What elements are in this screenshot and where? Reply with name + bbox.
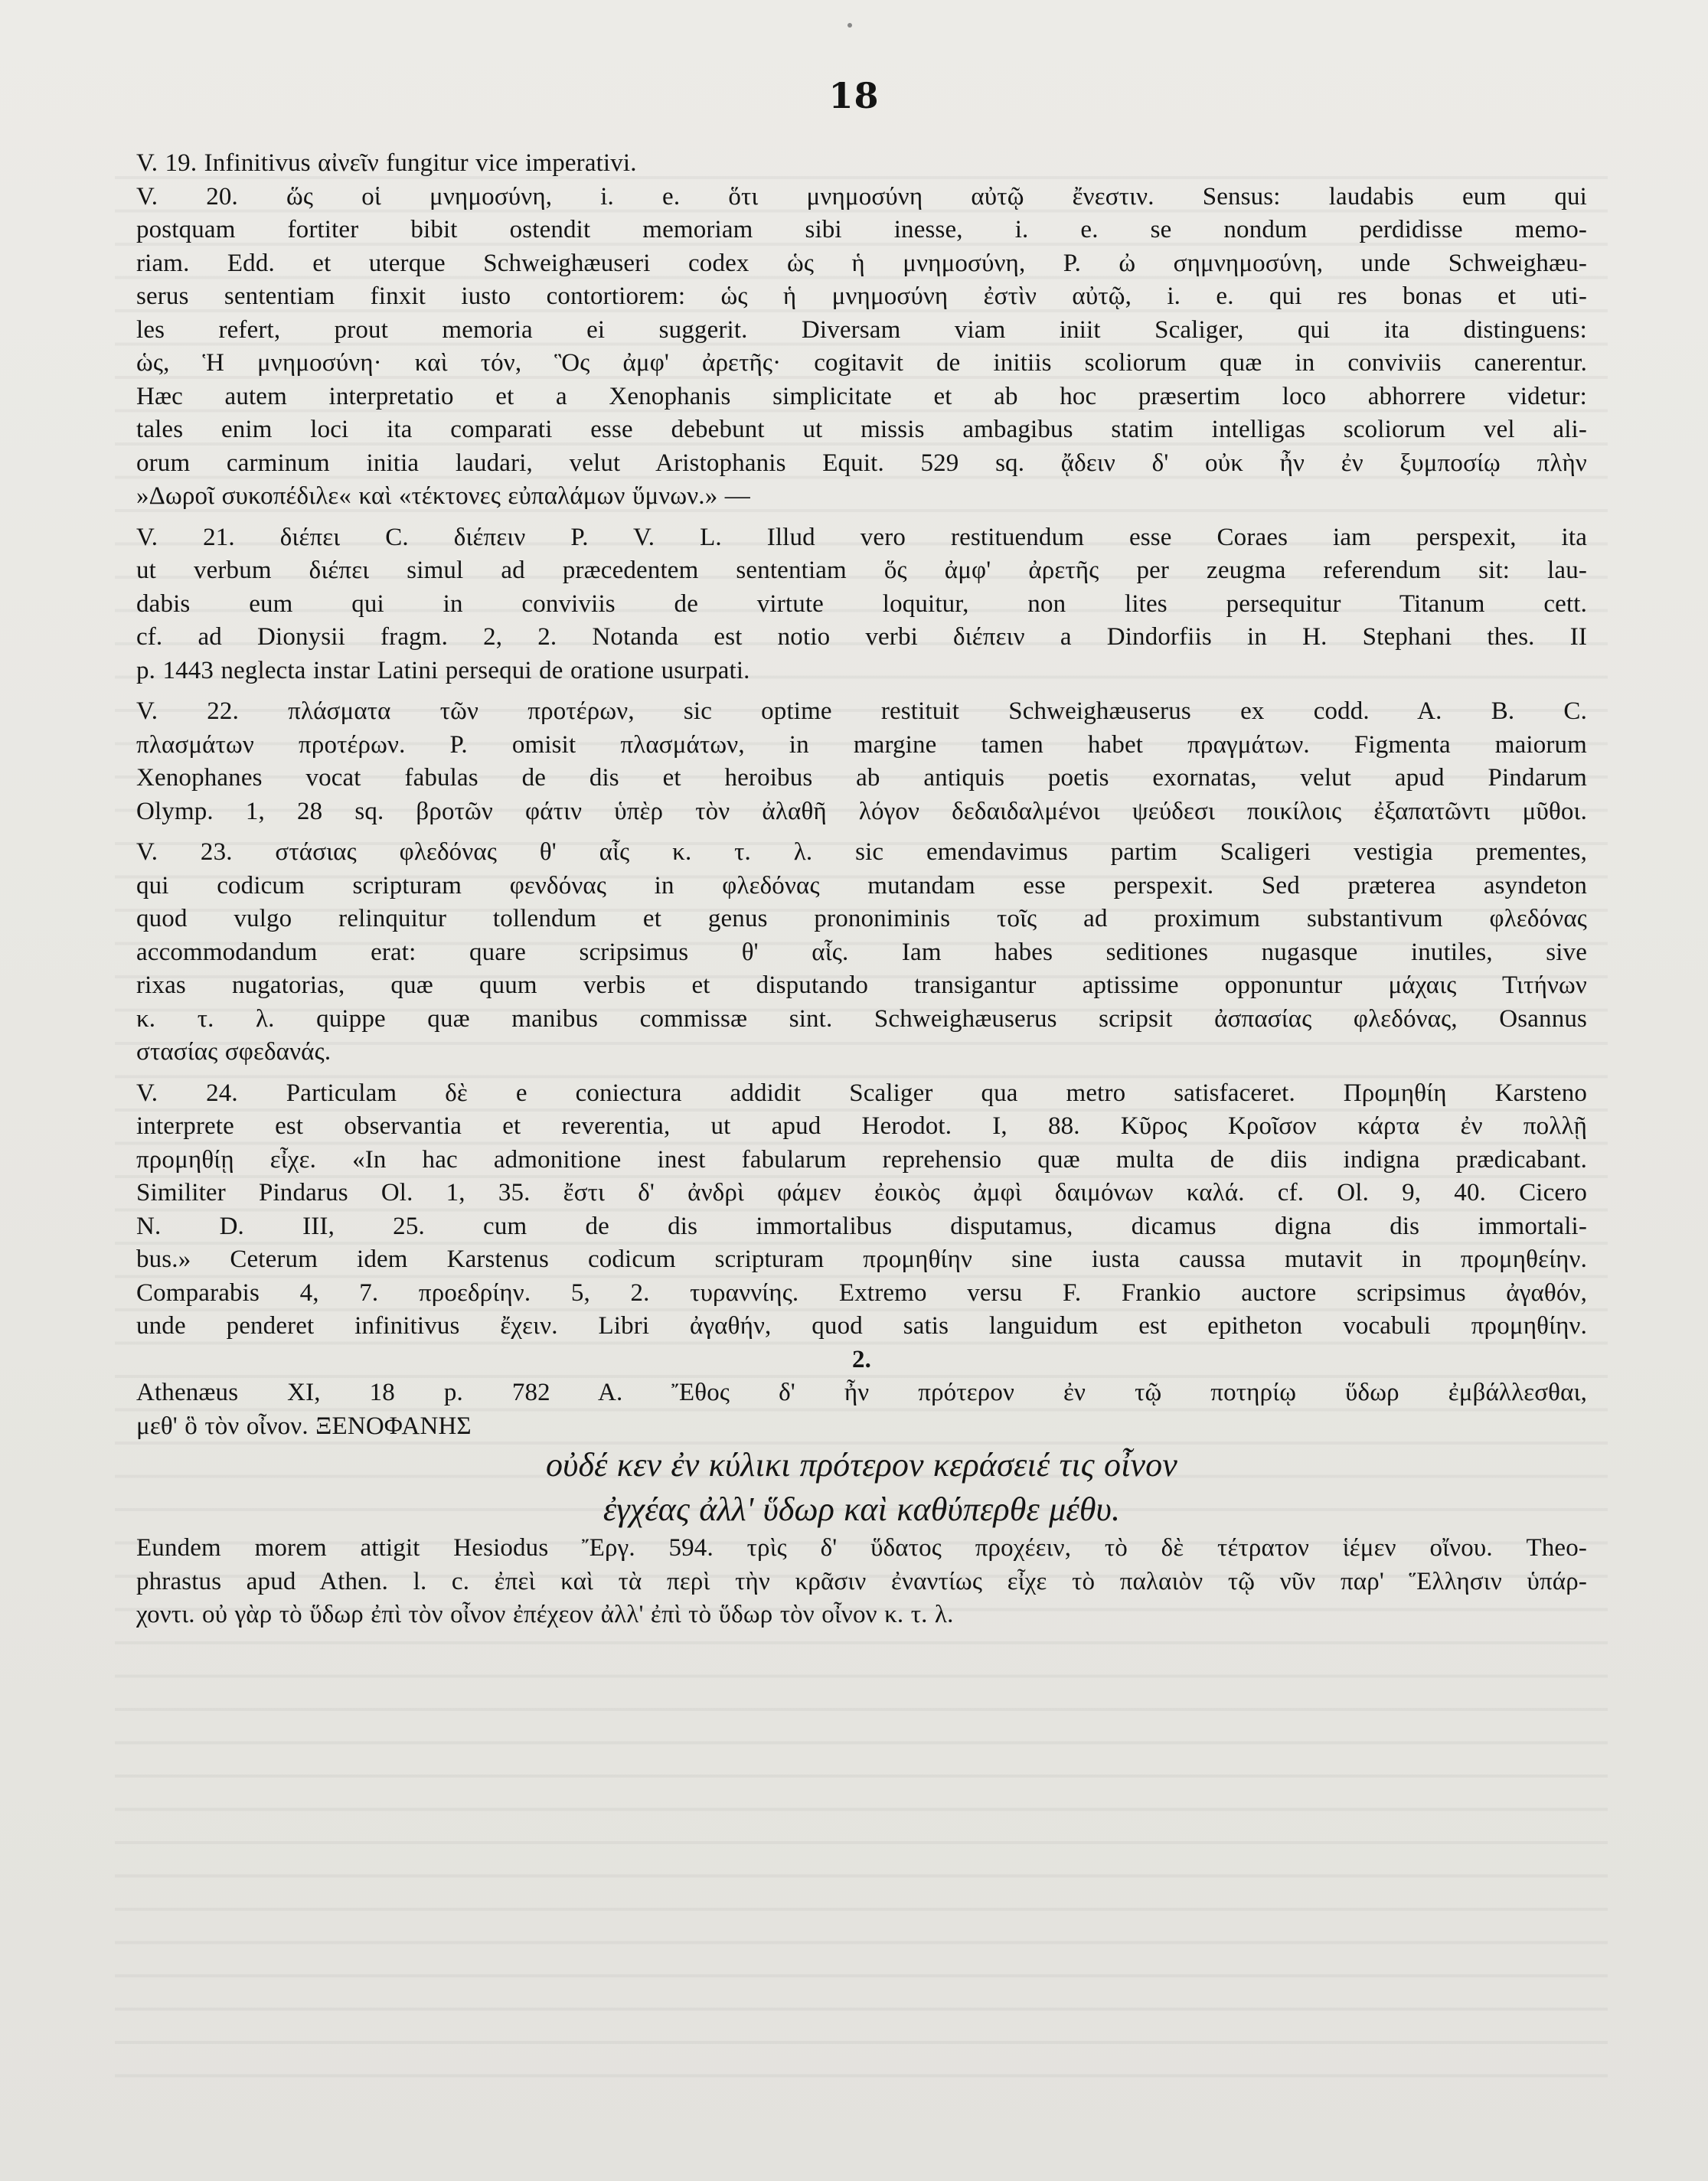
commentary-text xyxy=(136,147,1587,1632)
text-line: V. 20. ὥς οἱ μνημοσύνη, i. e. ὅτι μνημοσύνη αὐτῷ ἔνεστιν. Sensus: laudabis eum qui xyxy=(136,182,1587,211)
text-line: στασίας σφεδανάς. xyxy=(136,1038,331,1066)
text-line: Hæc autem interpretatio et a Xenophanis simplicitate et ab hoc præsertim loco abhorrere videtur: xyxy=(136,382,1587,410)
text-line: qui codicum scripturam φενδόνας in φλεδόνας mutandam esse perspexit. Sed præterea asyndeton xyxy=(136,871,1587,899)
text-line: les refert, prout memoria ei suggerit. Diversam viam iniit Scaliger, qui ita distinguens: xyxy=(136,315,1587,344)
text-line: rixas nugatorias, quæ quum verbis et disputando transigantur aptissime opponuntur μάχαις Τιτήνων xyxy=(136,971,1587,999)
text-line: Athenæus XI, 18 p. 782 A. Ἔθος δ' ἦν πρότερον ἐν τῷ ποτηρίῳ ὕδωρ ἐμβάλλεσθαι, xyxy=(136,1379,1587,1406)
text-line: bus.» Ceterum idem Karstenus codicum scripturam προμηθίην sine iusta caussa mutavit in προμηθείην. xyxy=(136,1246,1587,1273)
text-line: Comparabis 4, 7. προεδρίην. 5, 2. τυραννίης. Extremo versu F. Frankio auctore scripsimus ἀγαθόν, xyxy=(136,1278,1587,1307)
ink-speck xyxy=(847,23,852,28)
text-line: accommodandum erat: quare scripsimus θ' αἷς. Iam habes seditiones nugasque inutiles, sive xyxy=(136,938,1587,966)
text-line: p. 1443 neglecta instar Latini persequi de oratione usurpati. xyxy=(136,656,750,684)
text-line: ὡς, Ἡ μνημοσύνη· καὶ τόν, Ὃς ἀμφ' ἀρετῆς· cogitavit de initiis scoliorum quæ in conviviis canerentur. xyxy=(136,349,1587,377)
text-line: tales enim loci ita comparati esse debebunt ut missis ambagibus statim intelligas scoliorum vel ali- xyxy=(136,416,1587,443)
text-line: ut verbum διέπει simul ad præcedentem sententiam ὅς ἀμφ' ἀρετῆς per zeugma referendum sit: lau- xyxy=(136,557,1587,584)
text-line: riam. Edd. et uterque Schweighæuseri codex ὡς ἡ μνημοσύνη, P. ὠ σημνημοσύνη, unde Schweighæu- xyxy=(136,249,1587,277)
text-line: interprete est observantia et reverentia, ut apud Herodot. I, 88. Κῦρος Κροῖσον κάρτα ἐν πολλῇ xyxy=(136,1112,1587,1140)
text-line: χοντι. οὐ γὰρ τὸ ὕδωρ ἐπὶ τὸν οἶνον ἐπέχεον ἀλλ' ἐπὶ τὸ ὕδωρ τὸν οἶνον κ. τ. λ. xyxy=(136,1601,954,1628)
text-line: dabis eum qui in conviviis de virtute loquitur, non lites persequitur Titanum cett. xyxy=(136,589,1587,618)
text-line: V. 24. Particulam δὲ e coniectura addidit Scaliger qua metro satisfaceret. Προμηθίη Karsteno xyxy=(136,1079,1587,1107)
text-line: Similiter Pindarus Ol. 1, 35. ἔστι δ' ἀνδρὶ φάμεν ἐοικὸς ἀμφὶ δαιμόνων καλά. cf. Ol. 9, 40. Cicero xyxy=(136,1179,1587,1206)
text-line: phrastus apud Athen. l. c. ἐπεὶ καὶ τὰ περὶ τὴν κρᾶσιν ἐναντίως εἶχε τὸ παλαιὸν τῷ νῦν παρ' Ἕλλησιν ὑπάρ- xyxy=(136,1567,1587,1595)
text-line: V. 23. στάσιας φλεδόνας θ' αἷς κ. τ. λ. sic emendavimus partim Scaligeri vestigia prementes, xyxy=(136,838,1587,866)
page-number: 18 xyxy=(828,75,880,116)
text-line: V. 19. Infinitivus αἰνεῖν fungitur vice imperativi. xyxy=(136,149,637,177)
verse-line: ἐγχέας ἀλλ' ὕδωρ καὶ καθύπερθε μέθυ. xyxy=(603,1490,1121,1528)
verse-line: οὐδέ κεν ἐν κύλικι πρότερον κεράσειέ τις οἶνον xyxy=(546,1446,1177,1484)
text-line: N. D. III, 25. cum de dis immortalibus disputamus, dicamus digna dis immortali- xyxy=(136,1212,1587,1240)
text-line: κ. τ. λ. quippe quæ manibus commissæ sint. Schweighæuserus scripsit ἀσπασίας φλεδόνας, Osannus xyxy=(136,1004,1587,1033)
text-line: serus sententiam finxit iusto contortiorem: ὡς ἡ μνημοσύνη ἐστὶν αὐτῷ, i. e. qui res bonas et uti- xyxy=(136,282,1587,310)
text-line: πλασμάτων προτέρων. P. omisit πλασμάτων, in margine tamen habet πραγμάτων. Figmenta maiorum xyxy=(136,730,1587,759)
text-line: »Δωροῖ συκοπέδιλε« καὶ «τέκτονες εὐπαλάμων ὕμνων.» — xyxy=(136,482,750,510)
text-line: cf. ad Dionysii fragm. 2, 2. Notanda est notio verbi διέπειν a Dindorfiis in H. Stephani thes. II xyxy=(136,623,1587,651)
text-line: μεθ' ὃ τὸν οἶνον. ΞΕΝΟΦΑΝΗΣ xyxy=(136,1412,472,1440)
text-line: V. 22. πλάσματα τῶν προτέρων, sic optime restituit Schweighæuserus ex codd. A. B. C. xyxy=(136,697,1587,725)
text-line: quod vulgo relinquitur tollendum et genus prononiminis τοῖς ad proximum substantivum φλεδόνας xyxy=(136,905,1587,932)
text-line: unde penderet infinitivus ἔχειν. Libri ἀγαθήν, quod satis languidum est epitheton vocabuli προμηθίην. xyxy=(136,1312,1587,1340)
text-line: προμηθίῃ εἶχε. «In hac admonitione inest fabularum reprehensio quæ multa de diis indigna prædicabant. xyxy=(136,1145,1587,1174)
text-line: orum carminum initia laudari, velut Aristophanis Equit. 529 sq. ᾄδειν δ' οὐκ ἦν ἐν ξυμποσίῳ πλὴν xyxy=(136,449,1587,477)
text-line: Eundem morem attigit Hesiodus Ἔργ. 594. τρὶς δ' ὕδατος προχέειν, τὸ δὲ τέτρατον ἱέμεν οἴνου. Theo- xyxy=(136,1534,1587,1562)
text-line: Olymp. 1, 28 sq. βροτῶν φάτιν ὑπὲρ τὸν ἀλαθῆ λόγον δεδαιδαλμένοι ψεύδεσι ποικίλοις ἐξαπατῶντι μῦθοι. xyxy=(136,797,1587,825)
text-line: postquam fortiter bibit ostendit memoriam sibi inesse, i. e. se nondum perdidisse memo- xyxy=(136,216,1587,243)
text-line: Xenophanes vocat fabulas de dis et heroibus ab antiquis poetis exornatas, velut apud Pindarum xyxy=(136,764,1587,792)
text-line: V. 21. διέπει C. διέπειν P. V. L. Illud vero restituendum esse Coraes iam perspexit, ita xyxy=(136,523,1587,551)
section-number: 2. xyxy=(851,1345,872,1373)
